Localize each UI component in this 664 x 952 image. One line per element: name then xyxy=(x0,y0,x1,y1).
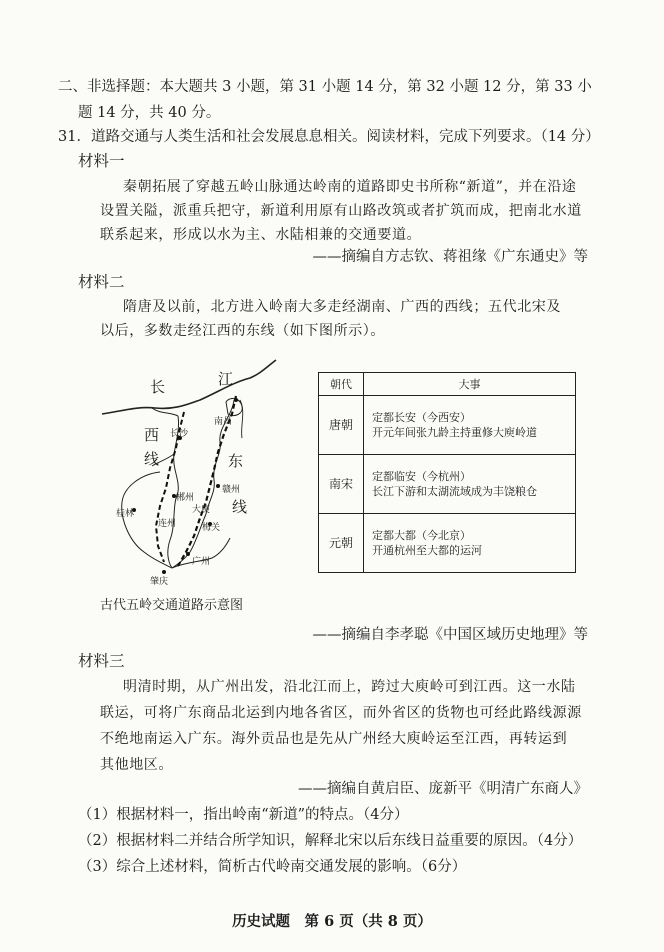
label-xi: 西 xyxy=(144,426,160,444)
label-changsha: 长沙 xyxy=(170,429,189,439)
event-text: 开元年间张九龄主持重修大庾岭道 xyxy=(372,426,537,439)
city-marker xyxy=(234,398,238,402)
requirement-2: （2）根据材料二并结合所学知识，解释北宋以后东线日益重要的原因。（4分） xyxy=(78,833,583,849)
label-chenzhou: 郴州 xyxy=(176,493,195,503)
event-text: 长江下游和太湖流域成为丰饶粮仓 xyxy=(372,485,537,498)
dynasty-cell: 唐朝 xyxy=(319,396,364,455)
label-chang: 长 xyxy=(150,378,166,396)
event-text: 定都大都（今北京） xyxy=(372,529,471,542)
material2-line: 以后，多数走经江西的东线（如下图所示）。 xyxy=(100,323,385,339)
material3-line: 明清时期，从广州出发，沿北江而上，跨过大庾岭可到江西。这一水陆 xyxy=(123,679,576,695)
route-map xyxy=(100,356,290,588)
material2-source: ——摘编自李孝聪《中国区域历史地理》等 xyxy=(312,627,588,643)
label-guilin: 桂林 xyxy=(116,509,135,519)
question-stem: 31．道路交通与人类生活和社会发展息息相关。阅读材料，完成下列要求。（14 分） xyxy=(58,129,600,145)
material2-line: 隋唐及以前，北方进入岭南大多走经湖南、广西的西线；五代北宋及 xyxy=(123,299,561,315)
material3-source: ——摘编自黄启臣、庞新平《明清广东商人》 xyxy=(298,781,588,797)
table-header: 大事 xyxy=(364,373,576,396)
section-header-line1: 二、非选择题：本大题共 3 小题，第 31 小题 14 分，第 32 小题 12 分，第 33 小 xyxy=(58,79,592,95)
requirement-1: （1）根据材料一，指出岭南“新道”的特点。（4分） xyxy=(78,807,409,823)
label-zhaoqing: 肇庆 xyxy=(150,577,169,587)
events-cell xyxy=(364,514,576,573)
city-marker xyxy=(186,552,190,556)
label-xian: 线 xyxy=(144,450,160,468)
events-cell xyxy=(364,396,576,455)
label-nanchang: 南昌 xyxy=(214,417,233,427)
label-dayu: 大庾 xyxy=(192,505,211,515)
table-header: 朝代 xyxy=(319,373,364,396)
label-meiguan: 梅关 xyxy=(202,523,221,533)
table-header-row xyxy=(319,373,576,396)
event-text: 定都长安（今西安） xyxy=(372,411,471,424)
requirement-3: （3）综合上述材料，简析古代岭南交通发展的影响。（6分） xyxy=(78,859,467,875)
material3-line: 其他地区。 xyxy=(100,757,173,773)
table-row xyxy=(319,396,576,455)
label-guangzhou: 广州 xyxy=(192,557,211,567)
label-dong: 东 xyxy=(228,452,244,470)
label-ganzhou: 赣州 xyxy=(222,485,241,495)
events-cell xyxy=(364,455,576,514)
page-footer: 历史试题 第 6 页（共 8 页） xyxy=(232,913,432,930)
material3-line: 不绝地南运入广东。海外贡品也是先从广州经大庾岭运至江西，再转运到 xyxy=(100,731,568,747)
event-text: 开通杭州至大都的运河 xyxy=(372,544,482,557)
city-marker xyxy=(216,484,220,488)
material1-line: 秦朝拓展了穿越五岭山脉通达岭南的道路即史书所称“新道”，并在沿途 xyxy=(123,179,577,195)
material1-source: ——摘编自方志钦、蒋祖缘《广东通史》等 xyxy=(312,249,588,265)
label-xian2: 线 xyxy=(232,498,248,516)
material2-label: 材料二 xyxy=(78,273,125,291)
label-jiang: 江 xyxy=(218,370,234,388)
material1-line: 设置关隘，派重兵把守，新道利用原有山路改筑或者扩筑而成，把南北水道 xyxy=(100,203,582,219)
dynasty-cell: 南宋 xyxy=(319,455,364,514)
table-row xyxy=(319,514,576,573)
map-caption: 古代五岭交通道路示意图 xyxy=(100,598,244,613)
material1-line: 联系起来，形成以水为主、水陆相兼的交通要道。 xyxy=(100,227,422,243)
event-text: 定都临安（今杭州） xyxy=(372,470,471,483)
material1-label: 材料一 xyxy=(78,152,125,170)
dynasty-cell: 元朝 xyxy=(319,514,364,573)
dynasty-events-table xyxy=(318,372,576,573)
section-header-line2: 题 14 分，共 40 分。 xyxy=(78,105,221,121)
label-lianzhou: 连州 xyxy=(158,519,177,529)
material3-line: 联运，可将广东商品北运到内地各省区，而外省区的货物也可经此路线源源 xyxy=(100,705,582,721)
yangtze-river xyxy=(102,360,276,414)
table-row xyxy=(319,455,576,514)
city-marker xyxy=(162,570,166,574)
material3-label: 材料三 xyxy=(78,652,125,670)
